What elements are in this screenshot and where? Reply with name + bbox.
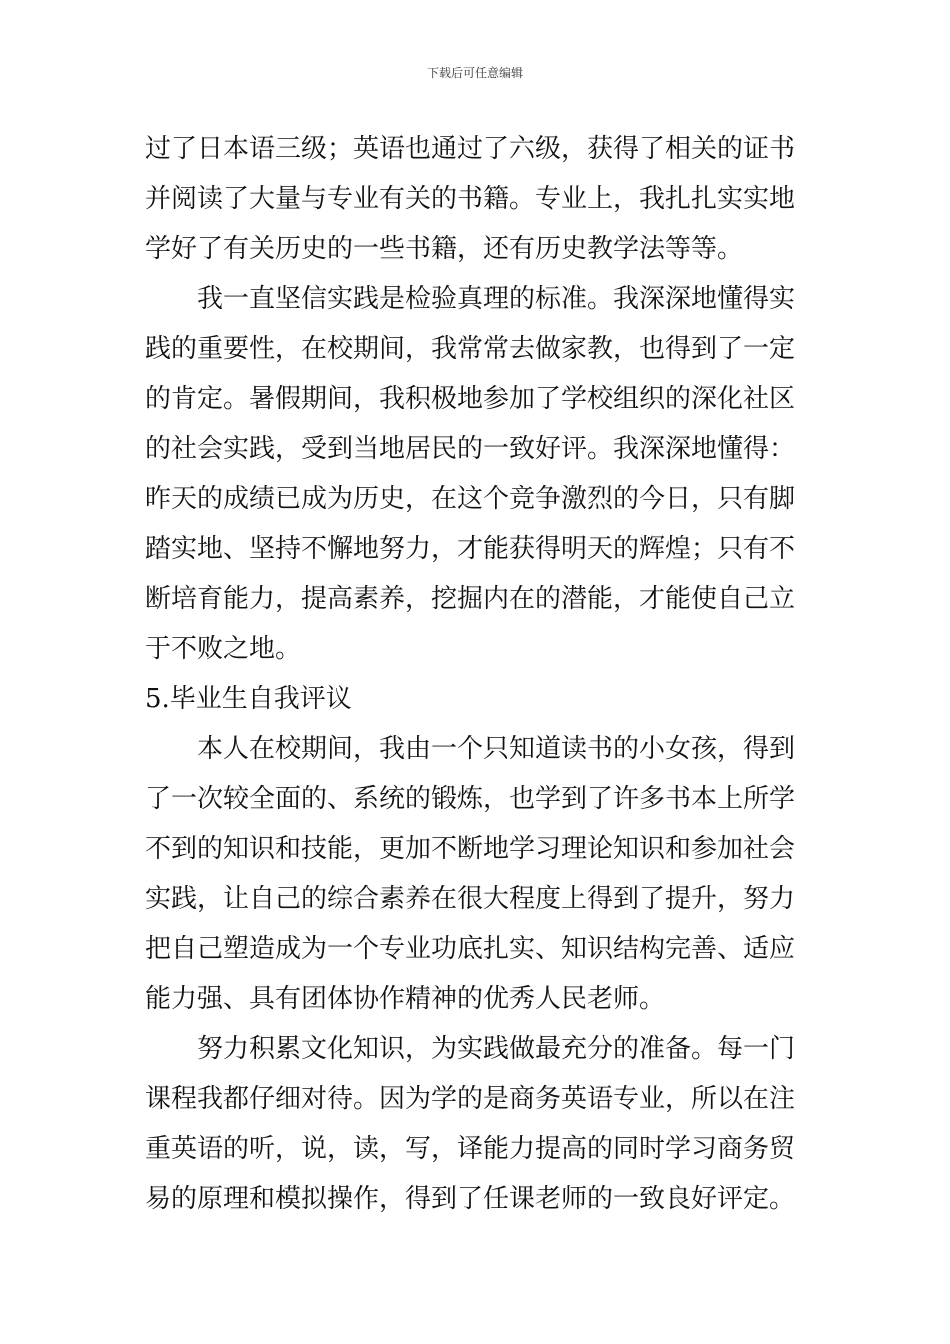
- page-header: 下载后可任意编辑: [426, 66, 523, 80]
- section-heading: 5.毕业生自我评议: [145, 684, 352, 714]
- text-line: 本人在校期间，我由一个只知道读书的小女孩，得到: [197, 734, 796, 764]
- text-line: 不到的知识和技能，更加不断地学习理论知识和参加社会: [145, 834, 796, 864]
- text-line: 把自己塑造成为一个专业功底扎实、知识结构完善、适应: [145, 934, 796, 964]
- text-line: 并阅读了大量与专业有关的书籍。专业上，我扎扎实实地: [145, 184, 796, 214]
- text-line: 践的重要性，在校期间，我常常去做家教，也得到了一定: [145, 334, 796, 364]
- body-text: [145, 124, 810, 1224]
- text-line: 学好了有关历史的一些书籍，还有历史教学法等等。: [145, 234, 744, 264]
- text-line: 昨天的成绩已成为历史，在这个竞争激烈的今日，只有脚: [145, 484, 796, 514]
- text-line: 课程我都仔细对待。因为学的是商务英语专业，所以在注: [145, 1084, 796, 1114]
- text-line: 重英语的听，说，读，写，译能力提高的同时学习商务贸: [145, 1134, 796, 1164]
- text-line: 断培育能力，提高素养，挖掘内在的潜能，才能使自己立: [145, 584, 796, 614]
- text-line: 于不败之地。: [145, 634, 302, 664]
- text-line: 踏实地、坚持不懈地努力，才能获得明天的辉煌；只有不: [145, 534, 796, 564]
- text-line: 了一次较全面的、系统的锻炼，也学到了许多书本上所学: [145, 784, 796, 814]
- text-line: 过了日本语三级；英语也通过了六级，获得了相关的证书: [145, 134, 796, 164]
- text-line: 实践，让自己的综合素养在很大程度上得到了提升，努力: [145, 884, 796, 914]
- text-line: 的社会实践，受到当地居民的一致好评。我深深地懂得：: [145, 434, 796, 464]
- text-line: 能力强、具有团体协作精神的优秀人民老师。: [145, 984, 666, 1014]
- text-line: 的肯定。暑假期间，我积极地参加了学校组织的深化社区: [145, 384, 796, 414]
- text-line: 易的原理和模拟操作，得到了任课老师的一致良好评定。: [145, 1184, 796, 1214]
- text-line: 努力积累文化知识，为实践做最充分的准备。每一门: [197, 1034, 796, 1064]
- text-line: 我一直坚信实践是检验真理的标准。我深深地懂得实: [197, 284, 796, 314]
